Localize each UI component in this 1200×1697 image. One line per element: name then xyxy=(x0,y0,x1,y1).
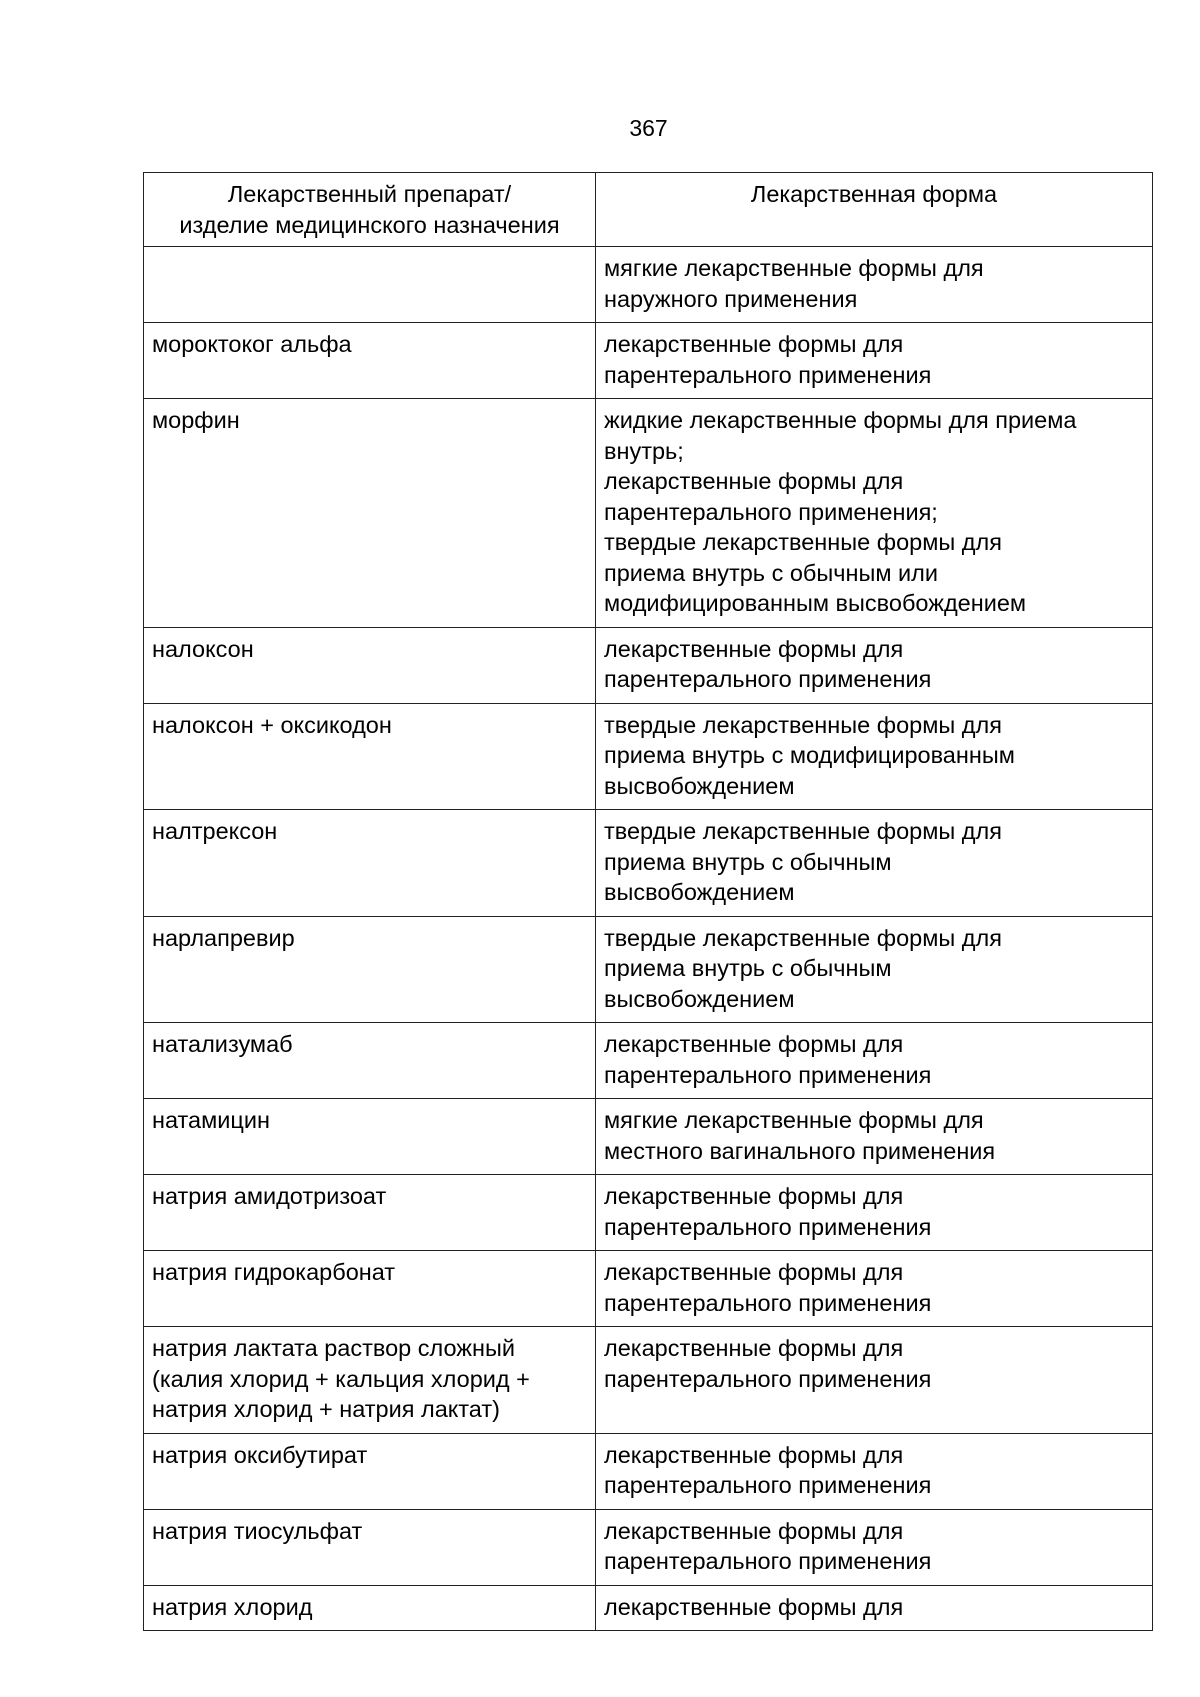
drug-line: натализумаб xyxy=(152,1031,293,1057)
form-line: твердые лекарственные формы для xyxy=(604,818,1002,844)
table-row xyxy=(144,916,1153,1023)
drug-cell xyxy=(144,1433,596,1509)
table-row xyxy=(144,1251,1153,1327)
form-line: лекарственные формы для xyxy=(604,1031,904,1057)
drug-line: (калия хлорид + кальция хлорид + xyxy=(152,1365,530,1392)
form-line: местного вагинального применения xyxy=(604,1137,996,1164)
form-line: парентерального применения xyxy=(604,1061,932,1088)
form-line: лекарственные формы для xyxy=(604,331,904,357)
form-line: лекарственные формы для xyxy=(604,1593,904,1620)
form-line: высвобождением xyxy=(604,985,795,1012)
form-cell xyxy=(596,1175,1153,1251)
table-row xyxy=(144,323,1153,399)
form-line: парентерального применения xyxy=(604,361,932,388)
drug-cell xyxy=(144,1099,596,1175)
table-row xyxy=(144,1433,1153,1509)
form-line: внутрь; xyxy=(604,437,684,464)
table-row xyxy=(144,1023,1153,1099)
drug-cell xyxy=(144,323,596,399)
form-cell xyxy=(596,1585,1153,1631)
form-line: приема внутрь с обычным xyxy=(604,955,892,981)
drug-cell xyxy=(144,916,596,1023)
form-cell xyxy=(596,703,1153,810)
drug-line: мороктоког альфа xyxy=(152,331,352,357)
form-cell xyxy=(596,1509,1153,1585)
table-row xyxy=(144,627,1153,703)
form-line: парентерального применения; xyxy=(604,498,938,525)
drug-cell xyxy=(144,1175,596,1251)
drug-cell xyxy=(144,1509,596,1585)
form-cell xyxy=(596,916,1153,1023)
form-cell xyxy=(596,627,1153,703)
form-line: наружного применения xyxy=(604,285,858,312)
header-form-line: Лекарственная форма xyxy=(750,181,998,207)
form-line: модифицированным высвобождением xyxy=(604,590,1027,616)
drug-form-table xyxy=(143,172,1153,1631)
form-cell xyxy=(596,323,1153,399)
drug-line: морфин xyxy=(152,407,240,433)
form-line: твердые лекарственные формы для xyxy=(604,711,1002,738)
form-line: лекарственные формы для xyxy=(604,1183,904,1209)
table-row xyxy=(144,399,1153,628)
form-cell xyxy=(596,247,1153,323)
header-drug xyxy=(144,173,596,247)
drug-line: натамицин xyxy=(152,1107,270,1133)
drug-line: налоксон xyxy=(152,635,254,662)
form-line: лекарственные формы для xyxy=(604,1441,904,1468)
form-cell xyxy=(596,1327,1153,1434)
drug-cell xyxy=(144,1023,596,1099)
form-line: мягкие лекарственные формы для xyxy=(604,1107,984,1133)
drug-line: натрия амидотризоат xyxy=(152,1183,387,1209)
header-drug-line: Лекарственный препарат/ xyxy=(227,181,512,207)
drug-cell xyxy=(144,1327,596,1434)
drug-line: нарлапревир xyxy=(152,924,295,951)
table-row xyxy=(144,1509,1153,1585)
header-form xyxy=(596,173,1153,247)
form-line: жидкие лекарственные формы для приема xyxy=(604,407,1077,433)
header-drug-line: изделие медицинского назначения xyxy=(179,211,560,238)
form-line: твердые лекарственные формы для xyxy=(604,924,1002,951)
table-row xyxy=(144,1099,1153,1175)
drug-cell xyxy=(144,627,596,703)
form-line: высвобождением xyxy=(604,879,795,905)
drug-line: натрия тиосульфат xyxy=(152,1517,363,1544)
table-row xyxy=(144,1327,1153,1434)
form-line: приема внутрь с модифицированным xyxy=(604,742,1015,768)
form-line: парентерального применения xyxy=(604,1472,932,1498)
form-cell xyxy=(596,810,1153,917)
form-cell xyxy=(596,1099,1153,1175)
form-line: парентерального применения xyxy=(604,1289,932,1316)
form-line: лекарственные формы для xyxy=(604,1517,904,1544)
form-cell xyxy=(596,1023,1153,1099)
drug-cell xyxy=(144,1251,596,1327)
form-line: лекарственные формы для xyxy=(604,635,904,662)
form-line: лекарственные формы для xyxy=(604,1259,904,1285)
form-line: приема внутрь с обычным или xyxy=(604,559,939,586)
table-row xyxy=(144,703,1153,810)
drug-cell xyxy=(144,703,596,810)
page-number: 367 xyxy=(629,115,668,141)
table-header-row xyxy=(144,173,1153,247)
table-row xyxy=(144,247,1153,323)
table-row xyxy=(144,810,1153,917)
form-line: твердые лекарственные формы для xyxy=(604,529,1002,555)
form-line: парентерального применения xyxy=(604,1365,932,1392)
form-line: парентерального применения xyxy=(604,666,932,692)
form-cell xyxy=(596,1251,1153,1327)
form-line: парентерального применения xyxy=(604,1548,932,1574)
form-cell xyxy=(596,399,1153,628)
drug-cell xyxy=(144,247,596,323)
drug-line: натрия хлорид xyxy=(152,1593,313,1620)
form-line: парентерального применения xyxy=(604,1213,932,1240)
drug-cell xyxy=(144,1585,596,1631)
drug-line: налтрексон xyxy=(152,818,278,844)
form-line: приема внутрь с обычным xyxy=(604,848,892,875)
table-row xyxy=(144,1585,1153,1631)
form-line: лекарственные формы для xyxy=(604,1335,904,1361)
form-line: лекарственные формы для xyxy=(604,468,904,494)
drug-line: натрия оксибутират xyxy=(152,1441,368,1468)
form-cell xyxy=(596,1433,1153,1509)
form-line: высвобождением xyxy=(604,772,795,799)
drug-line: натрия лактата раствор сложный xyxy=(152,1335,516,1361)
drug-line: натрия гидрокарбонат xyxy=(152,1259,396,1285)
drug-line: налоксон + оксикодон xyxy=(152,711,392,738)
drug-cell xyxy=(144,399,596,628)
drug-cell xyxy=(144,810,596,917)
table-row xyxy=(144,1175,1153,1251)
form-line: мягкие лекарственные формы для xyxy=(604,255,984,281)
drug-line: натрия хлорид + натрия лактат) xyxy=(152,1396,500,1422)
